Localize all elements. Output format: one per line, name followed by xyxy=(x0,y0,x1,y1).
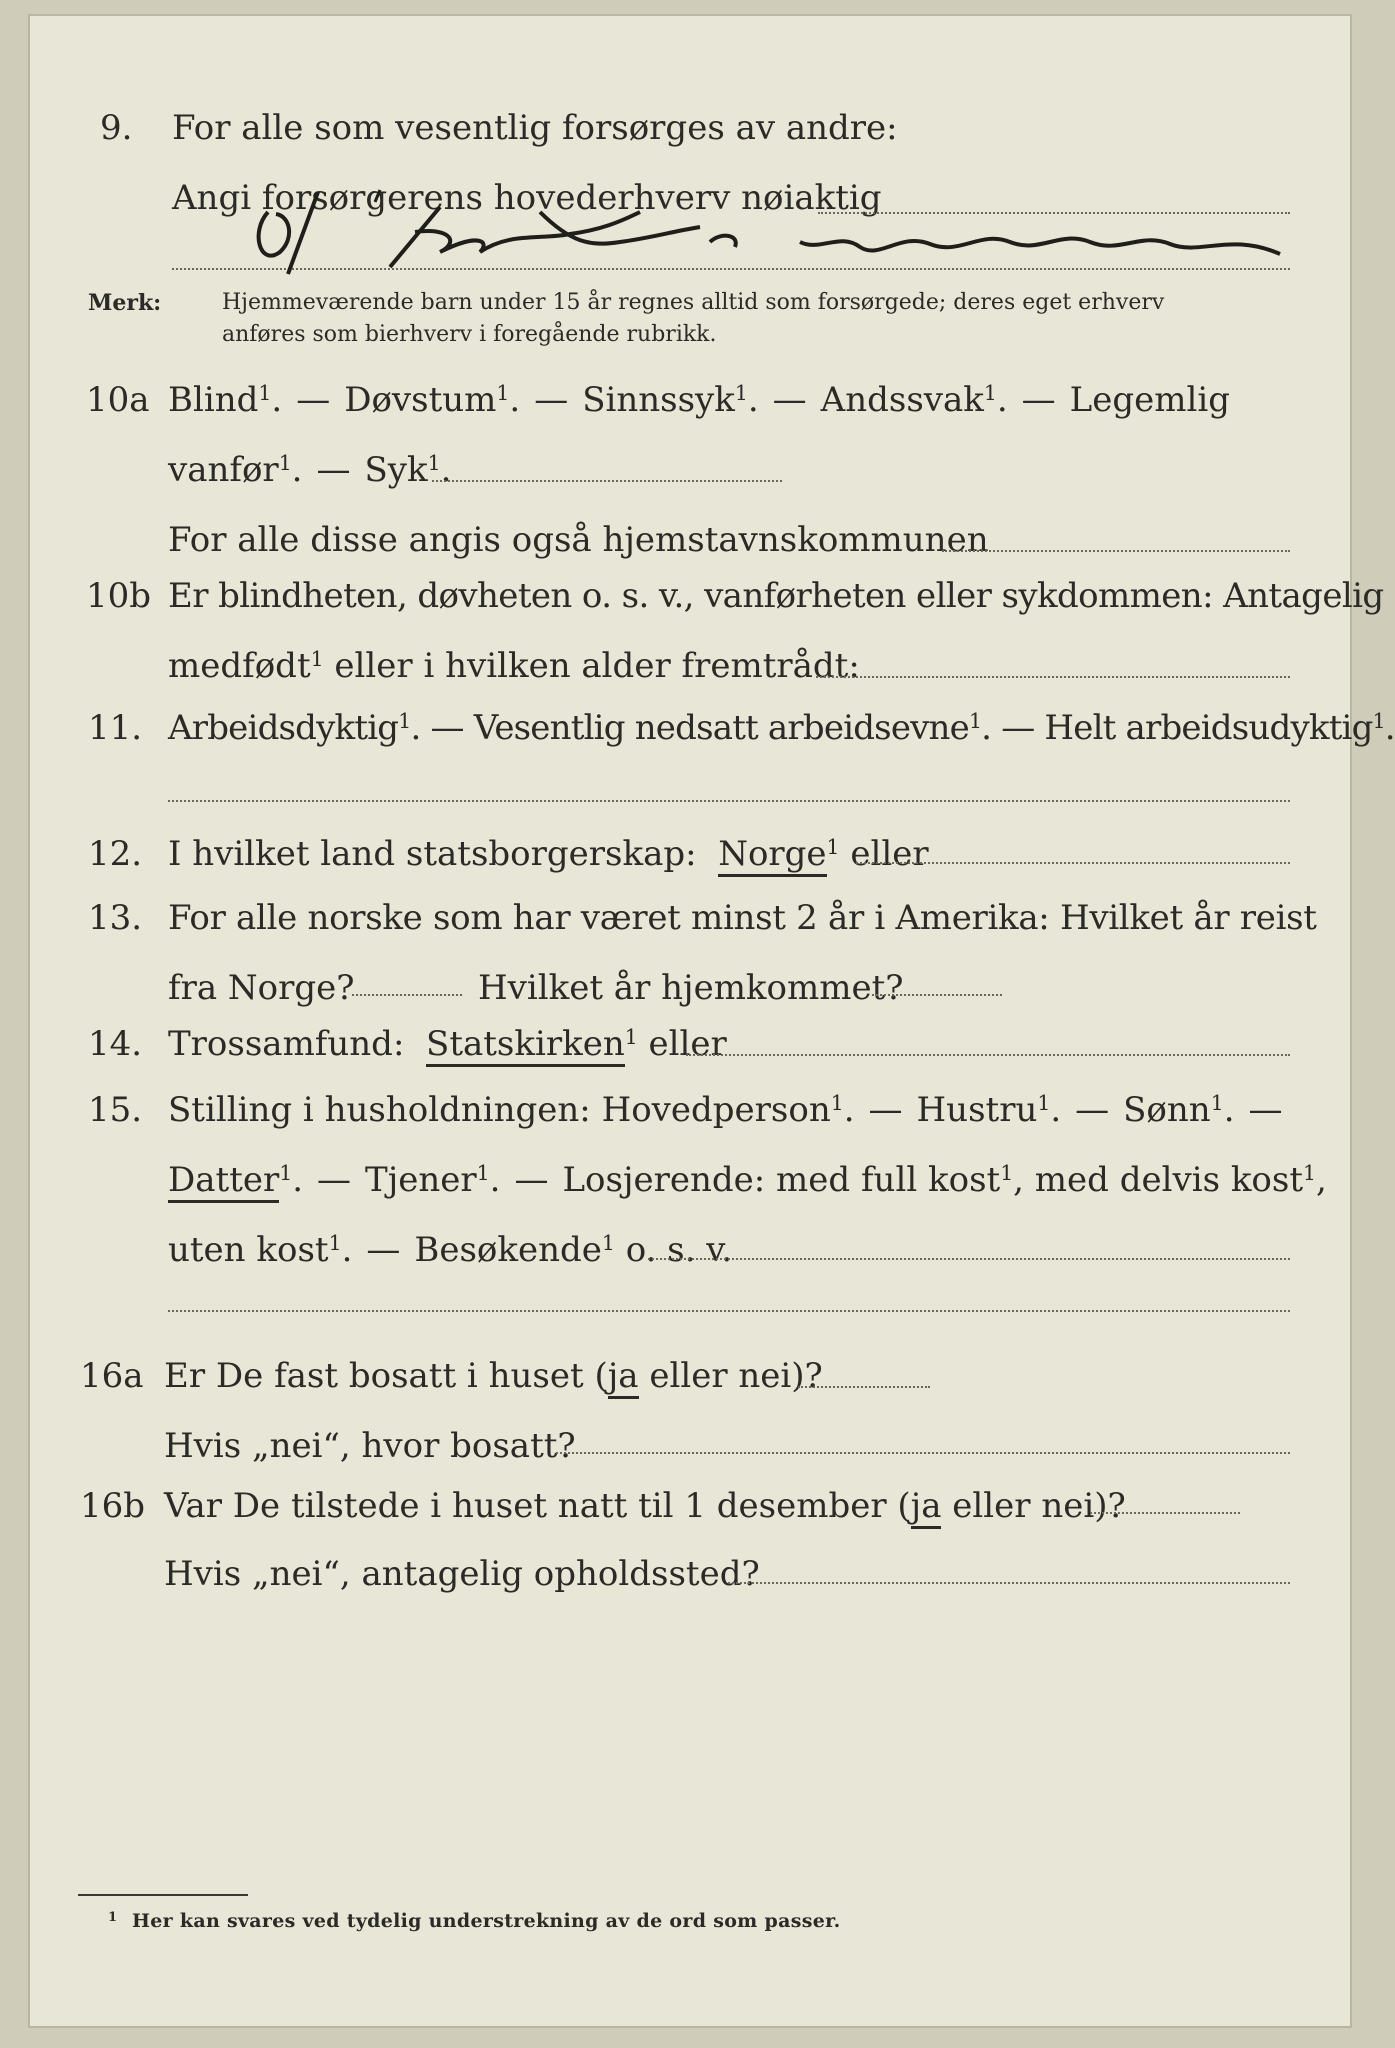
merk-line1: Hjemmeværende barn under 15 år regnes alltid som forsørgede; deres eget erhverv xyxy=(222,290,1165,315)
q9-number: 9. xyxy=(100,108,133,148)
q13-answer-line-2 xyxy=(872,994,1002,996)
q14-number: 14. xyxy=(88,1024,143,1064)
q9-line1: For alle som vesentlig forsørges av andre: xyxy=(172,108,898,148)
q13-line2b: Hvilket år hjemkommet? xyxy=(478,968,904,1008)
q15-line2: Datter$^1$. — Tjener$^1$. — Losjerende: med full kost$^1$, med delvis kost$^1$, xyxy=(168,1152,1327,1208)
q15-number: 15. xyxy=(88,1090,143,1130)
q10a-answer-line-1 xyxy=(432,480,782,482)
q16b-line1: Var De tilstede i huset natt til 1 desember (ja eller nei)? xyxy=(164,1478,1126,1534)
q13-line1: For alle norske som har været minst 2 år i Amerika: Hvilket år reist xyxy=(168,898,1317,938)
q10a-andssvak: Andssvak xyxy=(820,380,984,420)
q10b-answer-line xyxy=(816,676,1290,678)
q16b-opholdssted-line xyxy=(728,1582,1290,1584)
footnote-rule xyxy=(78,1894,248,1896)
q16a-bosatt-line xyxy=(556,1452,1290,1454)
handwritten-answer xyxy=(240,172,1340,282)
q16a-number: 16a xyxy=(80,1356,144,1396)
q15-answer-line-1 xyxy=(648,1258,1290,1260)
q10a-line2: vanfør$^1$. — Syk$^1$. xyxy=(168,450,452,490)
q10a-sinnssyk: Sinnssyk xyxy=(582,380,735,420)
q10a-answer-line-2 xyxy=(942,550,1290,552)
q13-answer-line-1 xyxy=(352,994,462,996)
q14-line: Trossamfund: Statskirken$^1$ eller xyxy=(168,1016,727,1072)
q10b-line1: Er blindheten, døvheten o. s. v., vanførheten eller sykdommen: Antagelig xyxy=(168,576,1384,616)
q13-line2a: fra Norge? xyxy=(168,968,355,1008)
q14-underlined-answer: Statskirken xyxy=(426,1024,625,1067)
q10a-legemlig: Legemlig xyxy=(1069,380,1230,420)
q11-line1: Arbeidsdyktig$^1$. — Vesentlig nedsatt arbeidsevne$^1$. — Helt arbeidsudyktig$^1$. xyxy=(168,708,1395,748)
q10b-number: 10b xyxy=(86,576,152,616)
q12-underlined-answer: Norge xyxy=(718,834,826,877)
q15-line1: Stilling i husholdningen: Hovedperson$^1$. — Hustru$^1$. — Sønn$^1$. — xyxy=(168,1090,1283,1130)
q15-line3: uten kost$^1$. — Besøkende$^1$ o. s. v. xyxy=(168,1230,733,1270)
q16b-underlined-answer: ja xyxy=(911,1486,942,1529)
q11-answer-line xyxy=(168,800,1290,802)
q10b-line2: medfødt$^1$ eller i hvilken alder fremtrådt: xyxy=(168,646,860,686)
q12-answer-line xyxy=(856,862,1290,864)
q10a-line1: Blind$^1$. — Døvstum$^1$. — Sinnssyk$^1$. — Andssvak$^1$. — Legemlig xyxy=(168,380,1230,420)
q10a-number: 10a xyxy=(86,380,150,420)
q13-number: 13. xyxy=(88,898,143,938)
q16b-number: 16b xyxy=(80,1486,146,1526)
merk-line2: anføres som bierhverv i foregående rubrikk. xyxy=(222,322,717,347)
q12-number: 12. xyxy=(88,834,143,874)
q10a-dovstum: Døvstum xyxy=(344,380,497,420)
q16a-line2: Hvis „nei“, hvor bosatt? xyxy=(164,1426,576,1466)
merk-label: Merk: xyxy=(88,290,162,316)
q16b-answer-line xyxy=(1090,1512,1240,1514)
q11-number: 11. xyxy=(88,708,143,748)
q10a-blind: Blind xyxy=(168,380,259,420)
q12-line: I hvilket land statsborgerskap: Norge$^1$ eller xyxy=(168,826,929,882)
q9-line2: Angi forsørgerens hovederhverv nøiaktig xyxy=(172,178,882,218)
q10a-line3: For alle disse angis også hjemstavnskommunen xyxy=(168,520,989,560)
q16a-line1: Er De fast bosatt i huset (ja eller nei)? xyxy=(164,1348,823,1404)
q16b-line2: Hvis „nei“, antagelig opholdssted? xyxy=(164,1554,760,1594)
footnote-text: Her kan svares ved tydelig understrekning av de ord som passer. xyxy=(132,1910,841,1932)
q15-underlined-answer: Datter xyxy=(168,1160,279,1203)
q14-answer-line xyxy=(686,1054,1290,1056)
q15-answer-line-2 xyxy=(168,1310,1290,1312)
q16a-answer-line xyxy=(798,1386,930,1388)
footnote-mark: 1 xyxy=(108,1910,118,1925)
q16a-underlined-answer: ja xyxy=(608,1356,639,1399)
